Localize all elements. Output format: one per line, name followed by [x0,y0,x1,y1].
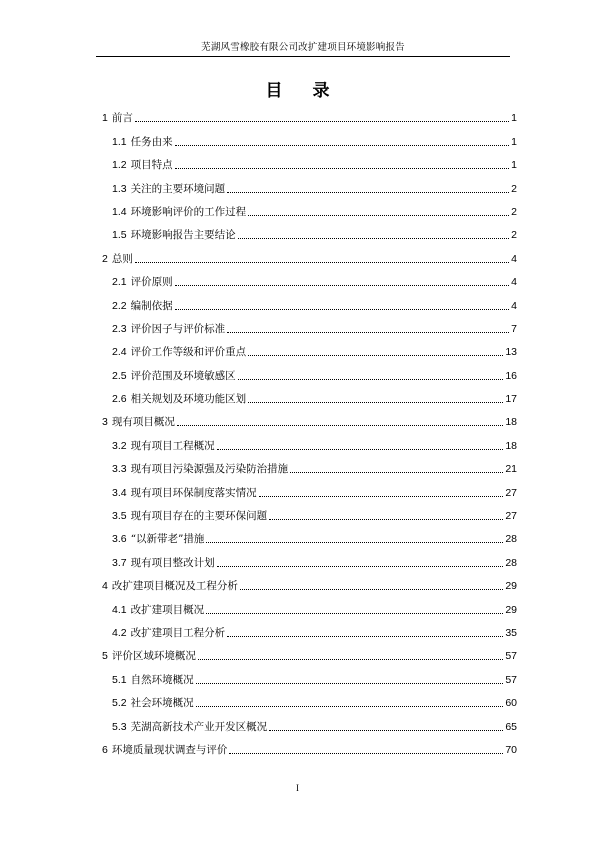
toc-entry-title: 评价因子与评价标准 [130,322,226,335]
toc-entry-number: 6 [102,743,108,756]
toc-entry-page: 1 [511,135,517,148]
toc-entry-title: 现有项目污染源强及污染防治措施 [130,463,289,476]
toc-entry-page: 27 [505,510,517,523]
toc-entry-number: 2.1 [112,276,127,289]
toc-dot-leader [290,472,503,473]
toc-dot-leader [135,262,509,263]
toc-dot-leader [196,706,504,707]
toc-entry-title: 改扩建项目概况 [130,603,205,616]
toc-dot-leader [259,496,504,497]
toc-entry-title: 环境质量现状调查与评价 [111,743,228,756]
toc-entry-title: 相关规划及环境功能区划 [130,393,247,406]
toc-entry-number: 1.3 [112,182,127,195]
running-header: 芜湖风雪橡胶有限公司改扩建项目环境影响报告 [96,39,510,57]
toc-entry-page: 57 [505,650,517,663]
toc-entry-number: 1.1 [112,135,127,148]
toc-dot-leader [269,519,503,520]
toc-entry-title: 前言 [111,112,133,125]
toc-entry[interactable] [102,293,517,316]
toc-entry-title: 评价工作等级和评价重点 [130,346,247,359]
toc-entry[interactable] [102,200,517,223]
toc-entry-page: 1 [511,159,517,172]
toc-entry-page: 35 [505,626,517,639]
toc-entry-number: 2 [102,252,108,265]
toc-entry-number: 2.6 [112,393,127,406]
toc-entry[interactable] [102,340,517,363]
toc-entry-title: 关注的主要环境问题 [130,182,226,195]
toc-dot-leader [248,402,503,403]
toc-entry-title: “以新带老”措施 [130,533,205,546]
toc-entry-number: 5.1 [112,673,127,686]
toc-dot-leader [217,449,504,450]
toc-entry-page: 18 [505,416,517,429]
toc-entry-number: 4.1 [112,603,127,616]
toc-entry-number: 3.3 [112,463,127,476]
toc-entry-page: 4 [511,276,517,289]
toc-entry-page: 2 [511,205,517,218]
toc-dot-leader [229,753,503,754]
toc-entry-number: 4.2 [112,626,127,639]
toc-entry[interactable] [102,738,517,761]
toc-entry-number: 1 [102,112,108,125]
toc-entry[interactable] [102,504,517,527]
table-of-contents [102,106,517,761]
toc-entry-title: 总则 [111,252,133,265]
toc-entry-title: 环境影响报告主要结论 [130,229,236,242]
toc-dot-leader [198,659,503,660]
toc-dot-leader [177,425,503,426]
toc-entry-number: 3.4 [112,486,127,499]
toc-entry[interactable] [102,106,517,129]
toc-entry[interactable] [102,387,517,410]
page-number: I [296,783,299,793]
toc-dot-leader [238,238,510,239]
toc-dot-leader [240,589,503,590]
toc-entry-number: 3.7 [112,556,127,569]
toc-entry-page: 28 [505,556,517,569]
toc-entry-title: 评价区域环境概况 [111,650,196,663]
toc-entry-page: 2 [511,229,517,242]
toc-dot-leader [248,355,503,356]
toc-entry-title: 评价范围及环境敏感区 [130,369,236,382]
toc-entry[interactable] [102,597,517,620]
toc-dot-leader [248,215,509,216]
toc-entry-title: 环境影响评价的工作过程 [130,205,247,218]
toc-entry[interactable] [102,691,517,714]
toc-entry-page: 4 [511,299,517,312]
toc-entry[interactable] [102,363,517,386]
toc-entry-number: 5 [102,650,108,663]
toc-entry-number: 3 [102,416,108,429]
toc-entry[interactable] [102,527,517,550]
toc-dot-leader [206,613,503,614]
toc-entry[interactable] [102,574,517,597]
toc-entry-page: 1 [511,112,517,125]
toc-dot-leader [227,332,509,333]
toc-dot-leader [227,192,509,193]
toc-entry[interactable] [102,129,517,152]
toc-dot-leader [269,730,503,731]
toc-entry-number: 1.5 [112,229,127,242]
toc-entry[interactable] [102,317,517,340]
toc-entry-title: 现有项目环保制度落实情况 [130,486,257,499]
toc-entry-page: 27 [505,486,517,499]
toc-entry-title: 改扩建项目概况及工程分析 [111,580,238,593]
toc-dot-leader [217,566,504,567]
toc-dot-leader [135,121,509,122]
toc-entry-number: 3.2 [112,439,127,452]
toc-entry-title: 项目特点 [130,159,173,172]
toc-entry[interactable] [102,270,517,293]
toc-entry-title: 现有项目整改计划 [130,556,215,569]
toc-dot-leader [175,168,510,169]
toc-dot-leader [175,145,510,146]
toc-entry-page: 18 [505,439,517,452]
toc-entry-page: 4 [511,252,517,265]
toc-entry-title: 芜湖高新技术产业开发区概况 [130,720,268,733]
toc-entry-page: 13 [505,346,517,359]
toc-entry-title: 现有项目概况 [111,416,175,429]
toc-entry-number: 3.6 [112,533,127,546]
toc-entry-page: 7 [511,322,517,335]
toc-entry[interactable] [102,621,517,644]
toc-entry[interactable] [102,457,517,480]
toc-entry-number: 5.2 [112,697,127,710]
toc-entry-title: 编制依据 [130,299,173,312]
toc-entry-number: 2.4 [112,346,127,359]
toc-title: 目 录 [265,81,342,101]
toc-entry-title: 社会环境概况 [130,697,194,710]
toc-entry[interactable] [102,480,517,503]
toc-dot-leader [238,379,504,380]
toc-entry-number: 3.5 [112,510,127,523]
toc-dot-leader [175,285,510,286]
toc-entry[interactable] [102,246,517,269]
toc-entry[interactable] [102,176,517,199]
toc-entry-page: 57 [505,673,517,686]
toc-entry[interactable] [102,644,517,667]
toc-entry-page: 65 [505,720,517,733]
toc-entry-number: 2.5 [112,369,127,382]
toc-entry-page: 2 [511,182,517,195]
toc-entry[interactable] [102,714,517,737]
toc-entry-title: 现有项目工程概况 [130,439,215,452]
toc-entry-number: 2.3 [112,322,127,335]
toc-entry-title: 现有项目存在的主要环保问题 [130,510,268,523]
toc-entry-title: 自然环境概况 [130,673,194,686]
toc-entry-page: 29 [505,580,517,593]
toc-entry[interactable] [102,410,517,433]
toc-entry-page: 60 [505,697,517,710]
toc-entry[interactable] [102,153,517,176]
toc-entry-page: 21 [505,463,517,476]
toc-entry-title: 任务由来 [130,135,173,148]
toc-entry-page: 70 [505,743,517,756]
toc-entry[interactable] [102,223,517,246]
toc-entry-title: 评价原则 [130,276,173,289]
toc-entry-page: 29 [505,603,517,616]
toc-dot-leader [196,683,504,684]
toc-dot-leader [175,309,510,310]
toc-entry-number: 1.4 [112,205,127,218]
toc-entry-title: 改扩建项目工程分析 [130,626,226,639]
toc-entry-number: 5.3 [112,720,127,733]
toc-entry-number: 4 [102,580,108,593]
toc-entry[interactable] [102,433,517,456]
toc-dot-leader [227,636,503,637]
toc-entry[interactable] [102,550,517,573]
toc-entry-page: 16 [505,369,517,382]
toc-entry-number: 2.2 [112,299,127,312]
toc-entry-page: 17 [505,393,517,406]
toc-entry[interactable] [102,667,517,690]
toc-dot-leader [206,542,503,543]
toc-entry-number: 1.2 [112,159,127,172]
toc-entry-page: 28 [505,533,517,546]
